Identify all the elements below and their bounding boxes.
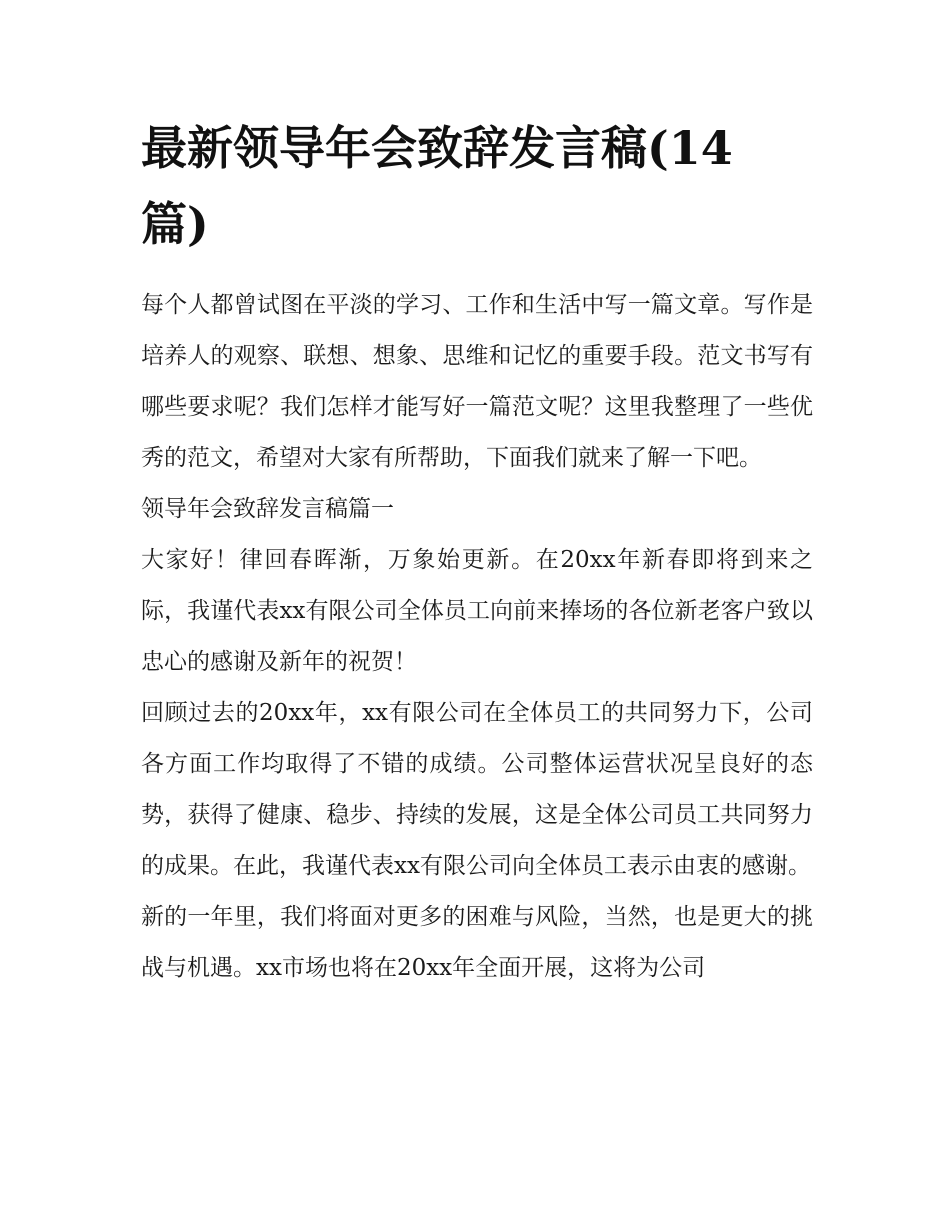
intro-paragraph: 每个人都曾试图在平淡的学习、工作和生活中写一篇文章。写作是培养人的观察、联想、想象、思维和记忆的重要手段。范文书写有哪些要求呢？我们怎样才能写好一篇范文呢？这里我整理了一些优秀的范文，希望对大家有所帮助，下面我们就来了解一下吧。 [141, 292, 813, 471]
body-paragraph-2: 回顾过去的20xx年，xx有限公司在全体员工的共同努力下，公司各方面工作均取得了不错的成绩。公司整体运营状况呈良好的态势，获得了健康、稳步、持续的发展，这是全体公司员工共同努力的成果。在此，我谨代表xx有限公司向全体员工表示由衷的感谢。 [141, 700, 813, 879]
body-paragraph-3: 新的一年里，我们将面对更多的困难与风险，当然，也是更大的挑战与机遇。xx市场也将在20xx年全面开展，这将为公司 [141, 904, 813, 981]
document-title: 最新领导年会致辞发言稿(14篇) [141, 121, 733, 251]
section-heading: 领导年会致辞发言稿篇一 [141, 496, 394, 522]
body-paragraph-1: 大家好！律回春晖渐，万象始更新。在20xx年新春即将到来之际，我谨代表xx有限公司全体员工向前来捧场的各位新老客户致以忠心的感谢及新年的祝贺！ [141, 547, 813, 675]
document-content [141, 110, 813, 994]
